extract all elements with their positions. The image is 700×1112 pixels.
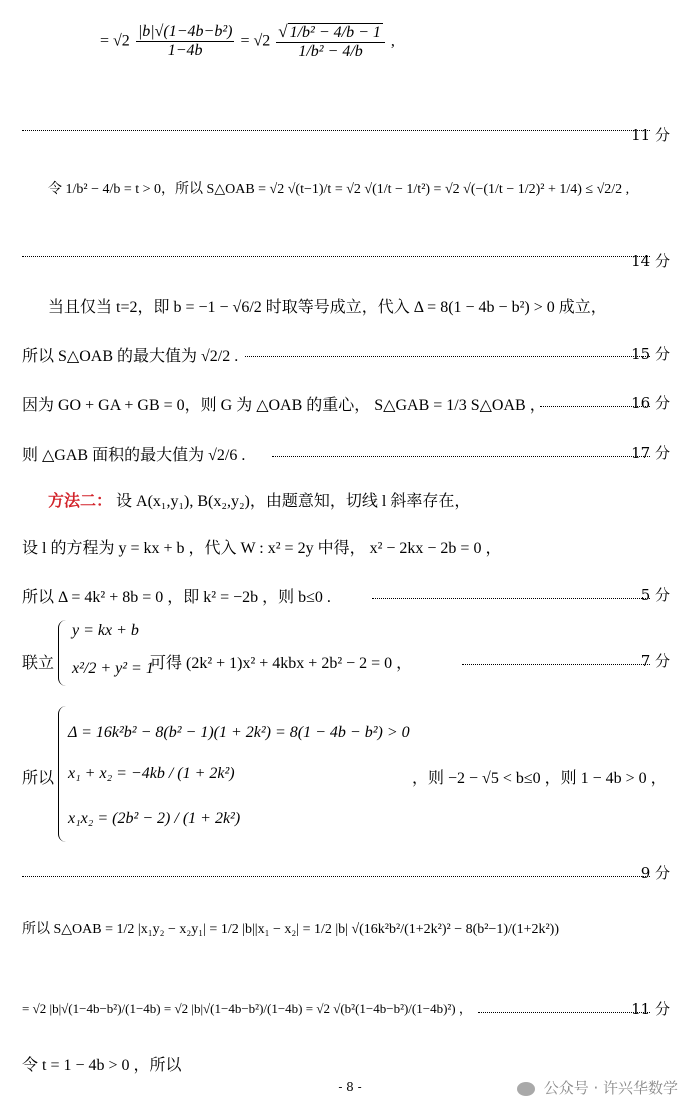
eq1-sqrt-body: 1/b² − 4/b − 1 [289, 24, 381, 41]
score-11a: 11 分 [631, 126, 670, 144]
eq-line-9 [22, 584, 670, 607]
eq-line-7 [48, 488, 670, 511]
system2-rest: ，则 −2 − √5 < b≤0 ，则 1 − 4b > 0 ， [412, 770, 667, 787]
eq14-text: 令 t = 1 − 4b > 0 ，所以 [22, 1057, 182, 1074]
eq1-frac-1 [136, 23, 235, 61]
eq1-comma: , [390, 32, 395, 50]
eq3-text: 当且仅当 t=2，即 b = −1 − √6/2 时取等号成立，代入 Δ = 8(1 − 4b − b²) > 0 成立， [48, 299, 607, 316]
eq-line-5 [22, 392, 670, 415]
system2-brace [58, 706, 67, 842]
dotted-leader-17 [272, 456, 650, 457]
eq-line-2 [22, 178, 670, 198]
eq-line-14 [22, 1052, 670, 1075]
system2-label: 所以 [22, 770, 55, 787]
eq-line-12 [22, 918, 670, 938]
system1-rest: 可得 (2k² + 1)x² + 4kbx + 2b² − 2 = 0 ， [150, 655, 413, 672]
eq1-frac-1-den: 1−4b [167, 42, 203, 60]
watermark-text: 公众号 · 许兴华数学 [543, 1079, 678, 1097]
score-17: 17 分 [631, 444, 670, 462]
wechat-icon [517, 1082, 535, 1096]
eq1-frac-2 [276, 22, 385, 62]
watermark [517, 1077, 678, 1098]
eq-line-13 [22, 998, 670, 1018]
system2-eq1: Δ = 16k²b² − 8(b² − 1)(1 + 2k²) = 8(1 − 4b − b²) > 0 [68, 724, 410, 741]
eq6-text: 则 △GAB 面积的最大值为 √2/6 . [22, 447, 246, 464]
dotted-leader-9 [22, 876, 650, 877]
eq7-text: 设 A(x₁,y₁), B(x₂,y₂)，由题意知，切线 l 斜率存在， [116, 493, 471, 510]
eq13-text: = √2 |b|√(1−4b−b²)/(1−4b) = √2 |b|√(1−4b−b²)/(1−4b) = √2 √(b²(1−4b−b²)/(1−4b)²) ， [22, 1001, 472, 1016]
system1-brace [58, 620, 67, 686]
system2-eq2: x₁ + x₂ = −4kb / (1 + 2k²) [68, 765, 235, 782]
eq-line-6 [22, 442, 670, 465]
dotted-leader-7 [462, 664, 650, 665]
eq1-frac-1-num: |b|√(1−4b−b²) [136, 23, 235, 42]
page-number: - 8 - [338, 1080, 362, 1094]
system2-eq3: x₁x₂ = (2b² − 2) / (1 + 2k²) [68, 810, 241, 827]
eq1-prefix: = √2 [100, 32, 130, 50]
score-5: 5 分 [640, 586, 670, 604]
eq4-text: 所以 S△OAB 的最大值为 √2/2 . [22, 348, 239, 365]
eq8-text: 设 l 的方程为 y = kx + b ，代入 W : x² = 2y 中得， x² − 2kx − 2b = 0 ， [22, 540, 502, 557]
eq-line-1 [100, 22, 670, 62]
dotted-leader-15 [245, 356, 650, 357]
score-15: 15 分 [631, 345, 670, 363]
dotted-leader-11b [478, 1012, 650, 1013]
method-two-label: 方法二： [48, 493, 113, 510]
score-7: 7 分 [640, 652, 670, 670]
system1-eq1: y = kx + b [72, 622, 139, 639]
eq9-text: 所以 Δ = 4k² + 8b = 0 ，即 k² = −2b ，则 b≤0 . [22, 589, 331, 606]
system1-eq2: x²/2 + y² = 1 [72, 660, 154, 677]
eq2-text: 令 1/b² − 4/b = t > 0，所以 S△OAB = √2 √(t−1)/t = √2 √(1/t − 1/t²) = √2 √(−(1/t − 1/2)² + 1/4) ≤ √2/2 , [48, 182, 630, 197]
score-9: 9 分 [640, 864, 670, 882]
eq1-frac-2-num: √ 1/b² − 4/b − 1 [276, 22, 385, 43]
dotted-leader-5 [372, 598, 650, 599]
eq-line-8 [22, 535, 670, 558]
score-14: 14 分 [631, 252, 670, 270]
eq12-text: 所以 S△OAB = 1/2 |x₁y₂ − x₂y₁| = 1/2 |b||x₁ − x₂| = 1/2 |b| √(16k²b²/(1+2k²)² − 8(b²−1)/(1+2k²)) [22, 922, 559, 937]
score-11b: 11 分 [631, 1000, 670, 1018]
dotted-leader-11a [22, 130, 650, 131]
eq-line-3 [48, 294, 670, 317]
eq1-frac-2-den: 1/b² − 4/b [298, 43, 363, 61]
eq-line-4 [22, 343, 670, 366]
dotted-leader-14 [22, 256, 650, 257]
score-16: 16 分 [631, 394, 670, 412]
eq5-text: 因为 GO + GA + GB = 0，则 G 为 △OAB 的重心， S△GAB = 1/3 S△OAB ， [22, 397, 546, 414]
eq1-mid: = √2 [240, 32, 271, 50]
system1-label: 联立 [22, 655, 55, 672]
